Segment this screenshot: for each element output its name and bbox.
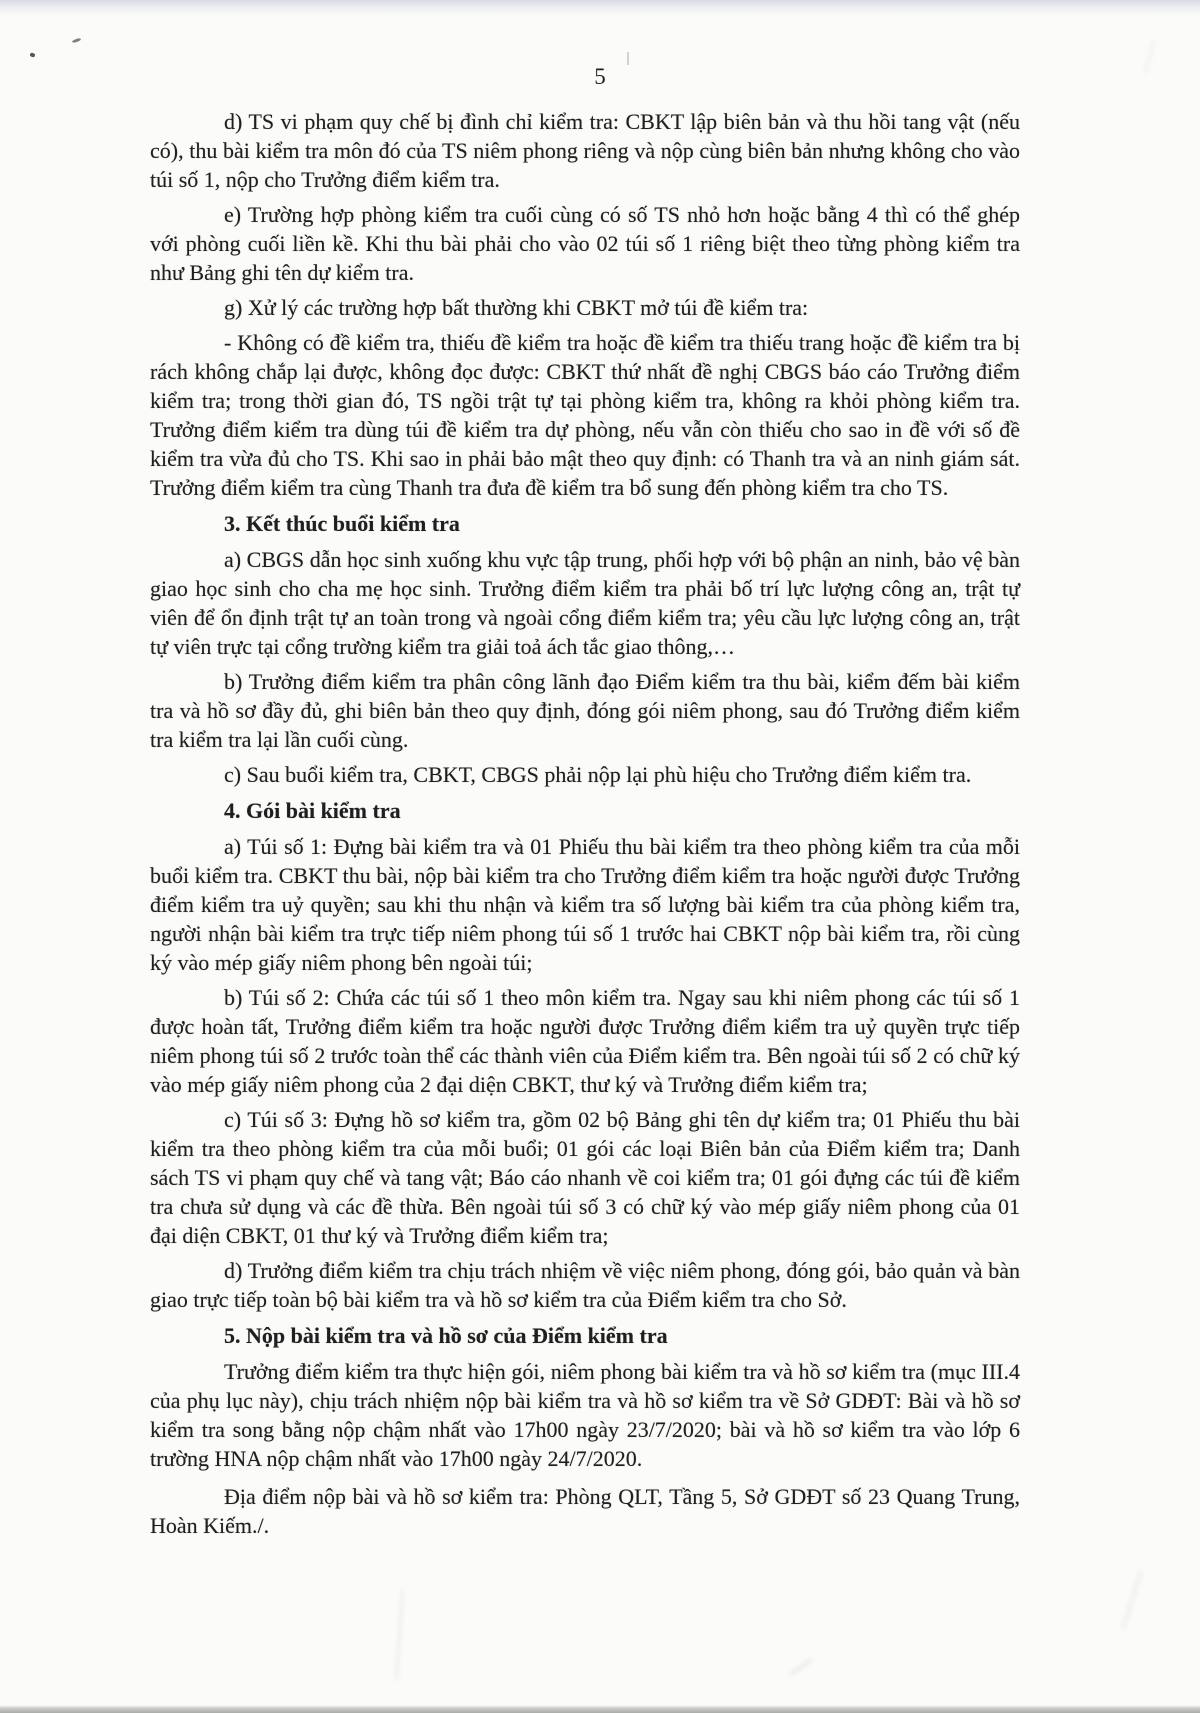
section-heading: 4. Gói bài kiểm tra <box>224 798 401 823</box>
paragraph: g) Xử lý các trường hợp bất thường khi CBKT mở túi đề kiểm tra: <box>224 295 809 320</box>
paragraph: - Không có đề kiểm tra, thiếu đề kiểm tra hoặc đề kiểm tra thiếu trang hoặc đề kiểm tra bị rách không chắp lại được, không đọc được: CBKT thứ nhất đề nghị CBGS báo cáo Trưởng điểm kiểm tra; trong thời gian đó, TS ngồi trật tự tại phòng kiểm tra, không ra khỏi phòng kiểm tra. Trưởng điểm kiểm tra dùng túi đề kiểm tra dự phòng, nếu vẫn còn thiếu cho sao in đề với số đề kiểm tra vừa đủ cho TS. Khi sao in phải bảo mật theo quy định: có Thanh tra và an ninh giám sát. Trưởng điểm kiểm tra cùng Thanh tra đưa đề kiểm tra bổ sung đến phòng kiểm tra cho TS. <box>150 330 1020 500</box>
scan-edge-bottom <box>0 1705 1200 1713</box>
paragraph: e) Trường hợp phòng kiểm tra cuối cùng có số TS nhỏ hơn hoặc bằng 4 thì có thể ghép với phòng cuối liền kề. Khi thu bài phải cho vào 02 túi số 1 riêng biệt theo từng phòng kiểm tra như Bảng ghi tên dự kiểm tra. <box>150 202 1020 285</box>
scan-mark <box>627 52 629 65</box>
paragraph: b) Trưởng điểm kiểm tra phân công lãnh đạo Điểm kiểm tra thu bài, kiểm đếm bài kiểm tra và hồ sơ đầy đủ, ghi biên bản theo quy định, đóng gói niêm phong, sau đó Trưởng điểm kiểm tra kiểm tra lại lần cuối cùng. <box>150 669 1020 752</box>
section-heading: 3. Kết thúc buổi kiểm tra <box>224 511 460 536</box>
paragraph: Trưởng điểm kiểm tra thực hiện gói, niêm phong bài kiểm tra và hồ sơ kiểm tra (mục III.4 của phụ lục này), chịu trách nhiệm nộp bài kiểm tra và hồ sơ kiểm tra về Sở GDĐT: Bài và hồ sơ kiểm tra song bằng nộp chậm nhất vào 17h00 ngày 23/7/2020; bài và hồ sơ kiểm tra vào lớp 6 trường HNA nộp chậm nhất vào 17h00 ngày 24/7/2020. <box>150 1359 1020 1471</box>
paragraph: c) Sau buổi kiểm tra, CBKT, CBGS phải nộp lại phù hiệu cho Trưởng điểm kiểm tra. <box>224 762 972 787</box>
page-number: 5 <box>594 64 606 89</box>
document-body <box>150 107 1020 1540</box>
scan-smudge <box>1121 1571 1143 1629</box>
scan-smudge <box>789 1658 813 1676</box>
paragraph: c) Túi số 3: Đựng hồ sơ kiểm tra, gồm 02 bộ Bảng ghi tên dự kiểm tra; 01 Phiếu thu bài kiểm tra theo phòng kiểm tra của mỗi buổi; 01 gói các loại Biên bản của Điểm kiểm tra; Danh sách TS vi phạm quy chế và tang vật; Báo cáo nhanh về coi kiểm tra; 01 gói đựng các túi đề kiểm tra chưa sử dụng và các đề thừa. Bên ngoài túi số 3 có chữ ký vào mép giấy niêm phong của 01 đại diện CBKT, 01 thư ký và Trưởng điểm kiểm tra; <box>150 1107 1020 1248</box>
scan-edge-top <box>0 0 1200 15</box>
paragraph: d) Trưởng điểm kiểm tra chịu trách nhiệm về việc niêm phong, đóng gói, bảo quản và bàn giao trực tiếp toàn bộ bài kiểm tra và hồ sơ kiểm tra của Điểm kiểm tra cho Sở. <box>150 1258 1020 1312</box>
paragraph: a) Túi số 1: Đựng bài kiểm tra và 01 Phiếu thu bài kiểm tra theo phòng kiểm tra của mỗi buổi kiểm tra. CBKT thu bài, nộp bài kiểm tra cho Trưởng điểm kiểm tra hoặc người được Trưởng điểm kiểm tra uỷ quyền; sau khi thu nhận và kiểm tra số lượng bài kiểm tra của phòng kiểm tra, người nhận bài kiểm tra trực tiếp niêm phong túi số 1 trước hai CBKT nộp bài kiểm tra, rồi cùng ký vào mép giấy niêm phong bên ngoài túi; <box>150 834 1020 975</box>
paragraph: Địa điểm nộp bài và hồ sơ kiểm tra: Phòng QLT, Tầng 5, Sở GDĐT số 23 Quang Trung, Hoàn Kiếm./. <box>150 1484 1020 1538</box>
paragraph: a) CBGS dẫn học sinh xuống khu vực tập trung, phối hợp với bộ phận an ninh, bảo vệ bàn giao học sinh cho cha mẹ học sinh. Trưởng điểm kiểm tra phải bố trí lực lượng công an, trật tự viên để ổn định trật tự an toàn trong và ngoài cổng điểm kiểm tra; yêu cầu lực lượng công an, trật tự viên trực tại cổng trường kiểm tra giải toả ách tắc giao thông,… <box>150 547 1020 659</box>
paragraph: b) Túi số 2: Chứa các túi số 1 theo môn kiểm tra. Ngay sau khi niêm phong các túi số 1 được hoàn tất, Trưởng điểm kiểm tra hoặc người được Trưởng điểm kiểm tra uỷ quyền trực tiếp niêm phong túi số 2 trước toàn thể các thành viên của Điểm kiểm tra. Bên ngoài túi số 2 có chữ ký vào mép giấy niêm phong của 2 đại diện CBKT, thư ký và Trưởng điểm kiểm tra; <box>150 985 1020 1097</box>
section-heading: 5. Nộp bài kiểm tra và hồ sơ của Điểm kiểm tra <box>224 1323 668 1348</box>
paragraph: d) TS vi phạm quy chế bị đình chỉ kiểm tra: CBKT lập biên bản và thu hồi tang vật (nếu có), thu bài kiểm tra môn đó của TS niêm phong riêng và nộp cùng biên bản nhưng không cho vào túi số 1, nộp cho Trưởng điểm kiểm tra. <box>150 109 1020 192</box>
scan-smudge <box>395 1590 404 1680</box>
